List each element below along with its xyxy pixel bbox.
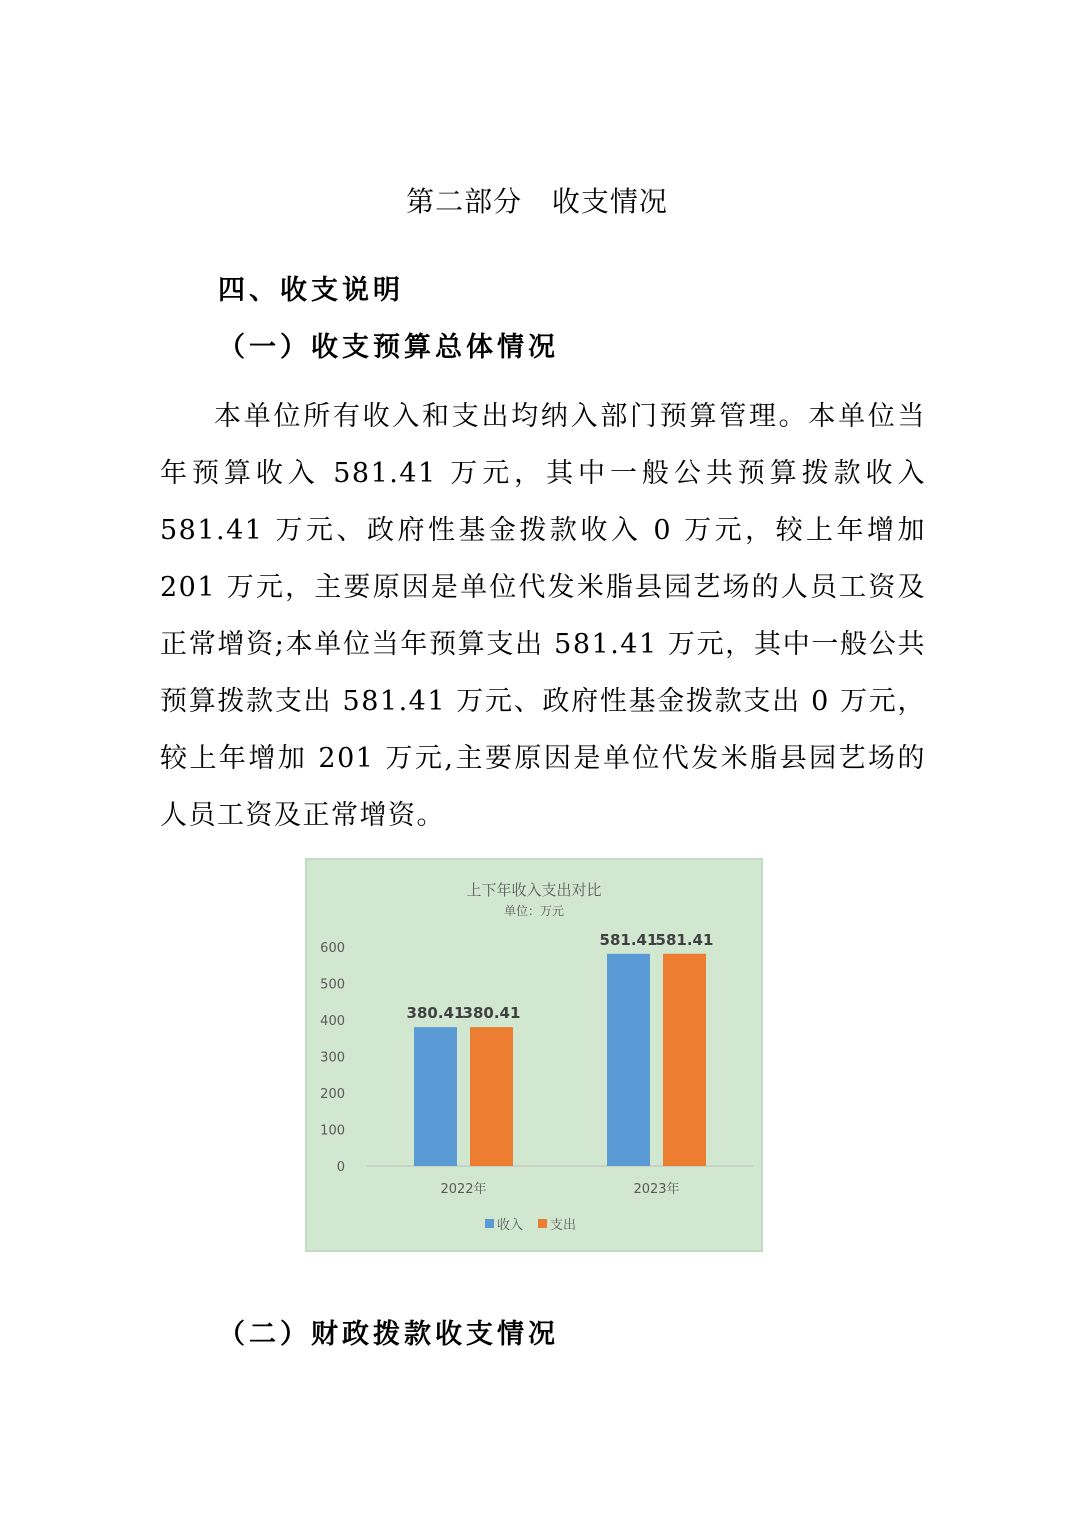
chart-svg — [307, 860, 761, 1250]
chart-title: 上下年收入支出对比 — [466, 881, 602, 899]
legend-swatch-支出 — [538, 1219, 547, 1228]
legend-swatch-收入 — [485, 1219, 494, 1228]
y-tick-label: 500 — [320, 977, 345, 993]
section-heading: 四、收支说明 — [218, 275, 404, 306]
subsection-heading-fiscal: （二）财政拨款收支情况 — [218, 1319, 559, 1350]
y-tick-label: 600 — [320, 941, 345, 956]
bars — [414, 954, 706, 1166]
x-tick-label: 2022年 — [440, 1182, 487, 1197]
x-tick-label: 2023年 — [633, 1182, 680, 1197]
chart-legend — [485, 1217, 576, 1233]
budget-paragraph: 本单位所有收入和支出均纳入部门预算管理。本单位当年预算收入 581.41 万元，其中一般公共预算拨款收入 581.41 万元、政府性基金拨款收入 0 万元，较上年增加 201 万元，主要原因是单位代发米脂县园艺场的人员工资及正常增资;本单位当年预算支出 581.41 万元，其中一般公共预算拨款支出 581.41 万元、政府性基金拨款支出 0 万元，较上年增加 201 万元,主要原因是单位代发米脂县园艺场的人员工资及正常增资。 — [160, 401, 926, 831]
chart-subtitle: 单位：万元 — [503, 904, 565, 918]
income-expense-chart — [305, 858, 763, 1252]
legend-label: 支出 — [550, 1218, 577, 1233]
y-tick-label: 300 — [320, 1050, 345, 1066]
subsection-heading-overall: （一）收支预算总体情况 — [218, 332, 559, 363]
data-label: 581.41 — [599, 930, 658, 949]
y-tick-label: 100 — [320, 1123, 345, 1139]
legend-label: 收入 — [497, 1218, 524, 1233]
bar-收入-2023年 — [607, 954, 650, 1166]
bar-收入-2022年 — [414, 1027, 457, 1166]
data-label: 380.41 — [462, 1004, 521, 1023]
y-tick-label: 200 — [320, 1087, 345, 1102]
x-axis-labels — [440, 1181, 679, 1197]
bar-支出-2023年 — [663, 954, 706, 1166]
y-axis-ticks — [320, 941, 345, 1175]
y-tick-label: 0 — [336, 1160, 345, 1175]
data-label: 380.41 — [406, 1004, 465, 1023]
y-tick-label: 400 — [320, 1014, 345, 1029]
part-title: 第二部分 收支情况 — [406, 185, 668, 218]
bar-支出-2022年 — [470, 1027, 513, 1166]
data-label: 581.41 — [655, 930, 714, 949]
